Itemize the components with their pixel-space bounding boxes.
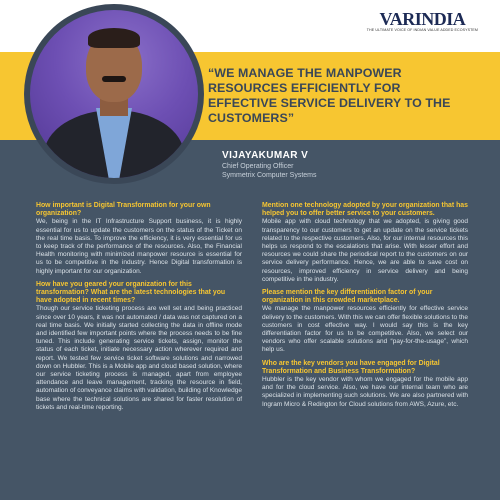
interview-column-right bbox=[262, 202, 468, 414]
answer: Mobile app with cloud technology that we adopted, is giving good transparency to our customers to get an update on the service tickets related to the respective customers. Also, for our internal resources this helps us respond to the escalations that arise. With lesser effort and resources we could share the periodical report to the customers on our service delivery performance. Hence, we are able to save cost on resources, improved efficiency in service delivery and being competitive in the industry. bbox=[262, 218, 468, 283]
answer: We, being in the IT Infrastructure Support business, it is highly essential for us to update the customers on the status of the Ticket on the real time basis. To improve the efficiency, it is very essential for us to keep track of the performance of the resources. Also, the Financial Health monitoring with minimized manpower resource is essential for us to be competitive in the industry. Hence Digital transformation is highly important for our organization. bbox=[36, 218, 242, 275]
header-section bbox=[0, 0, 500, 200]
question: How important is Digital Transformation for your own organization? bbox=[36, 202, 211, 218]
answer: Hubbler is the key vendor with whom we engaged for the mobile app and for the cloud service. Also, we have our internal team who are specialized in implementing such solutions. We are also partnered with Ingram Micro & Redington for Cloud solutions from AWS, Azure, etc. bbox=[262, 376, 468, 408]
question: Please mention the key differentiation factor of your organization in this crowded marketplace. bbox=[262, 289, 433, 305]
answer: We manage the manpower resources efficiently for effective service delivery to the customers. With this we can offer flexible solutions to the customers in cost effective way. I would say this is the key differentiation factor for us to be competitive. Also, we select our vendors who offer scalable solutions and “pay-for-the-usage”, which help us. bbox=[262, 305, 468, 354]
varindia-logo bbox=[367, 10, 478, 32]
portrait-photo bbox=[30, 10, 198, 178]
interview-body bbox=[36, 202, 472, 500]
question: Who are the key vendors you have engaged for Digital Transformation and Business Transformation? bbox=[262, 359, 440, 375]
portrait-mustache bbox=[102, 76, 126, 82]
headline-quote: “WE MANAGE THE MANPOWER RESOURCES EFFICIENTLY FOR EFFECTIVE SERVICE DELIVERY TO THE CUSTOMERS” bbox=[208, 66, 451, 125]
portrait-frame bbox=[24, 4, 204, 184]
person-info bbox=[222, 150, 472, 180]
portrait-hair bbox=[88, 28, 140, 48]
person-company: Symmetrix Computer Systems bbox=[222, 172, 317, 179]
interview-column-left bbox=[36, 202, 242, 417]
question: How have you geared your organization for this transformation? What are the latest technologies that you have adopted in recent times? bbox=[36, 280, 226, 305]
person-name: VIJAYAKUMAR V bbox=[222, 150, 309, 161]
answer: Though our service ticketing process are well set and being practiced since over 10 years, it was not automated / data was not captured on a real time basis. We initially started collecting the data in offline mode and identified few important points where the process needs to be fine tuned. This include generating service tickets, assign, monitor the status of each ticket, initiate necessary action wherever required and report. We tested few service ticket software solutions and narrowed down on Hubbler. This is a Mobile app and cloud based solution, where our service ticketing process is managed, apart from employee attendance and leave management, tracking the resource in field, automation of conveyance claims with validation, building of Knowledge base where the technical solutions are shared for faster resolution of tickets and real-time reporting. bbox=[36, 305, 242, 411]
logo-tagline: THE ULTIMATE VOICE OF INDIAN VALUE ADDED ECOSYSTEM bbox=[366, 28, 478, 32]
person-role: Chief Operating Officer bbox=[222, 163, 294, 170]
logo-main-text: VARINDIA bbox=[379, 9, 466, 29]
question: Mention one technology adopted by your organization that has helped you to offer better service to your customers. bbox=[262, 202, 468, 218]
